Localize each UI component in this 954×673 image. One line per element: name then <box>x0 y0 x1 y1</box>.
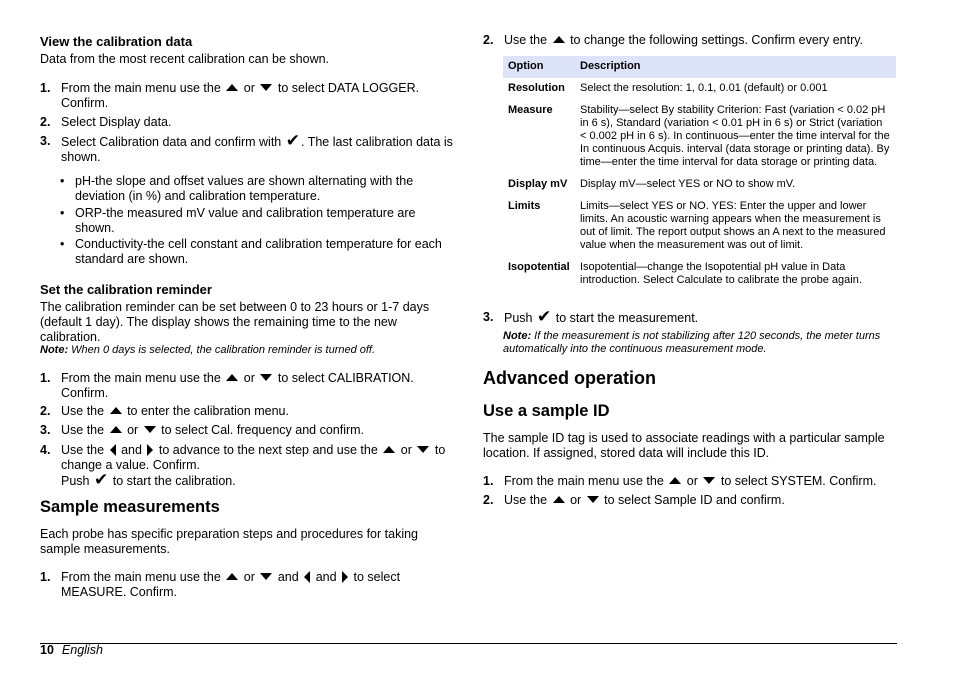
sample-step-1: 1. From the main menu use the or and and to select MEASURE. Confirm. <box>40 570 401 599</box>
bullet-item: • ORP-the measured mV value and calibration temperature are shown. <box>60 206 416 235</box>
view-step-3: 3. Select Calibration data and confirm with ✔. The last calibration data is shown. <box>40 131 453 164</box>
down-arrow-icon <box>260 573 272 580</box>
up-arrow-icon <box>553 36 565 43</box>
table-row: Limits Limits—select YES or NO. YES: Enter the upper and lower limits. An acoustic warning appears when the measurement is out of limit. The report output shows an A next to the measured value when the measurement was out of limit. <box>508 200 886 251</box>
up-arrow-icon <box>226 84 238 91</box>
bullet-item: • pH-the slope and offset values are shown alternating with the deviation (in %) and calibration temperature. <box>60 174 414 203</box>
view-calibration-intro: Data from the most recent calibration can be shown. <box>40 52 330 66</box>
column-header-description: Description <box>575 56 896 78</box>
footer-language: English <box>61 643 103 657</box>
down-arrow-icon <box>703 477 715 484</box>
reminder-step-3: 3. Use the or to select Cal. frequency and confirm. <box>40 423 365 437</box>
down-arrow-icon <box>587 496 599 503</box>
table-row: Resolution Select the resolution: 1, 0.1, 0.01 (default) or 0.001 <box>508 82 828 94</box>
up-arrow-icon <box>553 496 565 503</box>
footer-divider <box>40 643 897 644</box>
reminder-step-4: 4. Use the and to advance to the next step and use the or to change a value. Confirm. Push ✔ to start the calibration. <box>40 443 446 489</box>
reminder-note: Note: When 0 days is selected, the calibration reminder is turned off. <box>40 344 376 356</box>
up-arrow-icon <box>226 374 238 381</box>
sample-measurements-heading: Sample measurements <box>40 498 220 516</box>
bullet-item: • Conductivity-the cell constant and calibration temperature for each standard are shown. <box>60 237 442 266</box>
left-arrow-icon <box>110 444 116 456</box>
up-arrow-icon <box>110 407 122 414</box>
right-arrow-icon <box>342 571 348 583</box>
sample-id-step-2: 2. Use the or to select Sample ID and confirm. <box>483 493 785 507</box>
page-footer <box>40 643 103 658</box>
view-calibration-heading: View the calibration data <box>40 34 193 49</box>
sample-id-heading: Use a sample ID <box>483 402 610 420</box>
reminder-step-2: 2. Use the to enter the calibration menu. <box>40 404 289 418</box>
settings-table <box>503 56 896 292</box>
reminder-step-1: 1. From the main menu use the or to select CALIBRATION. Confirm. <box>40 371 414 400</box>
up-arrow-icon <box>226 573 238 580</box>
table-row: Measure Stability—select By stability Criterion: Fast (variation < 0.02 pH in 6 s), Standard (variation < 0.01 pH in 6 s) or Strict (variation < 0.002 pH in 6 s). In continuous—enter the time interval for the In continuous Acquis. interval (data storage or printing data). By time—enter the time interval for data storage or printing data. <box>508 104 890 168</box>
column-header-option: Option <box>503 56 575 78</box>
checkmark-icon: ✔ <box>93 470 109 489</box>
up-arrow-icon <box>669 477 681 484</box>
sample-id-intro: The sample ID tag is used to associate readings with a particular sample location. If assigned, stored data will include this ID. <box>483 431 885 460</box>
advanced-operation-heading: Advanced operation <box>483 368 657 388</box>
table-header-row <box>503 56 896 78</box>
down-arrow-icon <box>260 84 272 91</box>
left-arrow-icon <box>304 571 310 583</box>
up-arrow-icon <box>383 446 395 453</box>
view-step-1: 1. From the main menu use the or to select DATA LOGGER. Confirm. <box>40 81 420 110</box>
down-arrow-icon <box>144 426 156 433</box>
page-number: 10 <box>40 643 54 657</box>
down-arrow-icon <box>260 374 272 381</box>
up-arrow-icon <box>110 426 122 433</box>
sample-step-2: 2. Use the to change the following settings. Confirm every entry. <box>483 33 864 47</box>
down-arrow-icon <box>417 446 429 453</box>
reminder-heading: Set the calibration reminder <box>40 282 212 297</box>
checkmark-icon: ✔ <box>285 131 300 150</box>
reminder-intro: The calibration reminder can be set between 0 to 23 hours or 1-7 days (default 1 day). The display shows the remaining time to the new calibration. <box>40 300 430 344</box>
sample-id-step-1: 1. From the main menu use the or to select SYSTEM. Confirm. <box>483 474 877 488</box>
right-arrow-icon <box>147 444 153 456</box>
table-row: Display mV Display mV—select YES or NO to show mV. <box>508 178 796 190</box>
table-row: Isopotential Isopotential—change the Isopotential pH value in Data introduction. Select Calculate to calibrate the probe again. <box>508 261 862 286</box>
checkmark-icon: ✔ <box>536 307 552 326</box>
sample-step-3: 3. Push ✔ to start the measurement. <box>483 307 699 326</box>
view-step-2: 2. Select Display data. <box>40 115 172 129</box>
sample-intro: Each probe has specific preparation steps and procedures for taking sample measurements. <box>40 527 419 556</box>
measurement-note: Note: If the measurement is not stabilizing after 120 seconds, the meter turns automatically into the continuous measurement mode. <box>503 330 881 355</box>
